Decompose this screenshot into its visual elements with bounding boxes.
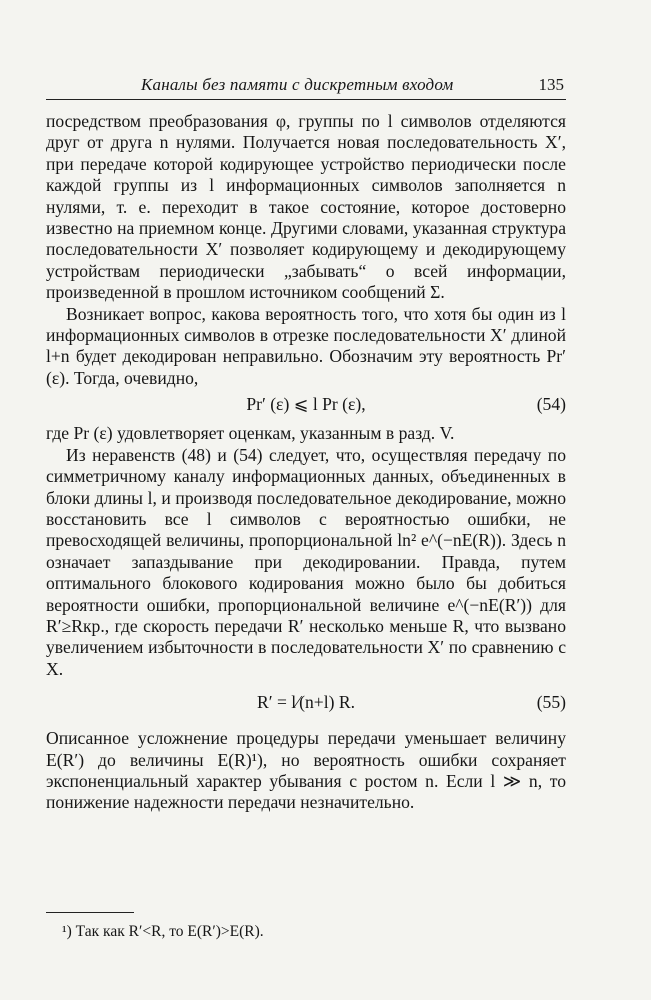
equation-54-number: (54) (536, 394, 566, 415)
equation-55-expression: R′ = l⁄(n+l) R. (257, 692, 355, 713)
paragraph-3: где Pr (ε) удовлетворяет оценкам, указанным в разд. V. (46, 423, 455, 444)
equation-54-expression: Pr′ (ε) ⩽ l Pr (ε), (246, 394, 366, 415)
equation-55-number: (55) (536, 692, 566, 713)
paragraph-2: Возникает вопрос, какова вероятность того, что хотя бы один из l информационных символов в отрезке последовательности X′ длиной l+n будет декодирован неправильно. Обозначим эту вероятность Pr′(ε). Тогда, очевидно, (46, 303, 566, 388)
page-number: 135 (538, 75, 564, 94)
footnote: ¹) Так как R′<R, то E(R′)>E(R). (62, 923, 264, 940)
equation-54 (46, 389, 566, 423)
equation-55 (46, 680, 566, 728)
paragraph-4: Из неравенств (48) и (54) следует, что, осуществляя передачу по симметричному каналу информационных данных, объединенных в блоки длины l, и производя последовательное декодирование, можно восстановить все l символов с вероятностью ошибки, не превосходящей величины, пропорциональной ln² e^(−nE(R)). Здесь n означает запаздывание при декодировании. Правда, путем оптимального блокового кодирования можно было бы добиться вероятности ошибки, пропорциональной величине e^(−nE(R′)) для R′≥Rкр., где скорость передачи R′ несколько меньше R, что вызвано увеличением избыточности в последовательности X′ по сравнению с X. (46, 444, 566, 679)
footnote-divider (46, 912, 134, 913)
page-body (46, 111, 566, 814)
running-title: Каналы без памяти с дискретным входом (141, 75, 454, 94)
paragraph-5: Описанное усложнение процедуры передачи уменьшает величину E(R′) до величины E(R)¹), но вероятность ошибки сохраняет экспоненциальный характер убывания с ростом n. Если l ≫ n, то понижение надежности передачи незначительно. (46, 728, 566, 813)
paragraph-1: посредством преобразования φ, группы по l символов отделяются друг от друга n нулями. Получается новая последовательность X′, при передаче которой кодирующее устройство периодически после каждой группы из l информационных символов заполняется n нулями, т. е. переходит в такое состояние, которое достоверно известно на приемном конце. Другими словами, указанная структура последовательности X′ позволяет кодирующему и декодирующему устройствам периодически „забывать“ о всей информации, произведенной в прошлом источником сообщений Σ. (46, 111, 566, 303)
page-header (46, 73, 566, 100)
